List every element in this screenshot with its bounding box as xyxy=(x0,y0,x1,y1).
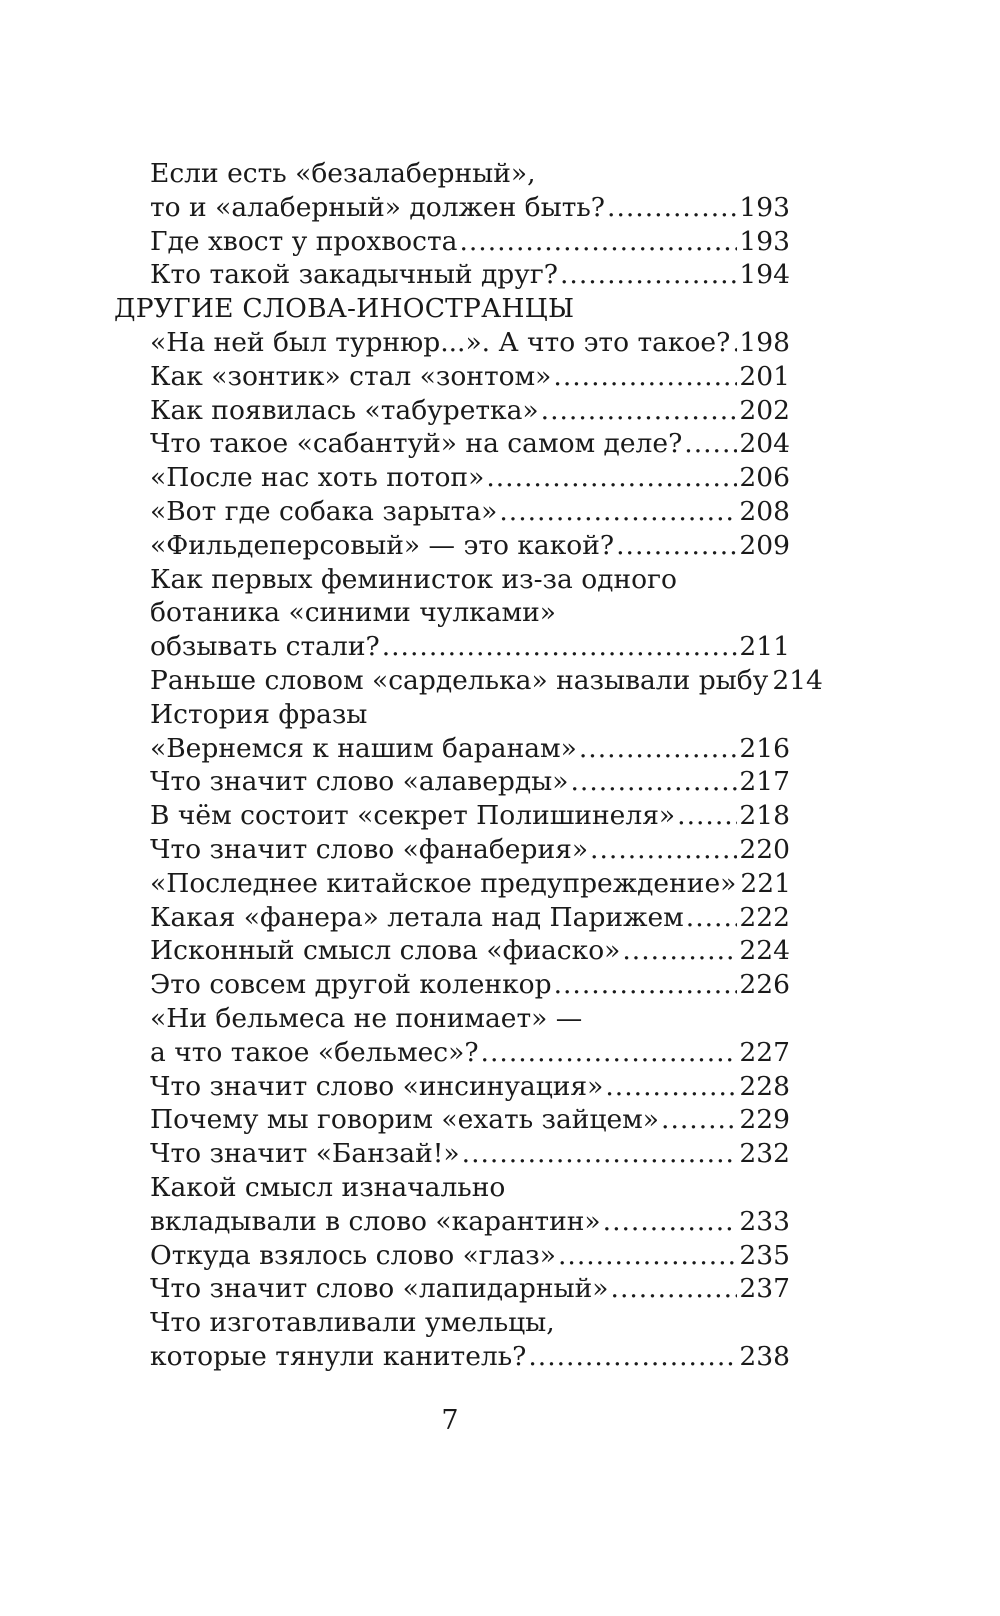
toc-entry-line xyxy=(114,799,790,833)
toc-entry-line xyxy=(114,1272,790,1306)
toc-entry-text: Что значит слово «алаверды» xyxy=(150,766,569,798)
toc-entry-text: Исконный смысл слова «фиаско» xyxy=(150,935,621,967)
toc-page-number: 235 xyxy=(739,1239,790,1271)
toc-entry-line xyxy=(114,326,790,360)
dot-leader xyxy=(611,1272,738,1306)
toc-entry-line xyxy=(114,360,790,394)
toc-page-number: 233 xyxy=(739,1205,790,1237)
toc-page-number: 202 xyxy=(739,394,790,426)
toc-entry-text: то и «алаберный» должен быть? xyxy=(150,191,606,223)
toc-page-number: 221 xyxy=(740,867,791,899)
dot-leader xyxy=(459,225,737,259)
dot-leader xyxy=(541,394,738,428)
toc-entry-text: Если есть «безалаберный», xyxy=(150,158,536,189)
toc-entry-text: Какой смысл изначально xyxy=(150,1171,506,1203)
toc-page-number: 193 xyxy=(739,191,790,223)
dot-leader xyxy=(607,191,737,225)
toc-entry-line xyxy=(114,258,790,292)
toc-entry-text: «На ней был турнюр...». А что это такое? xyxy=(150,326,731,358)
toc-entry-text: которые тянули канитель? xyxy=(150,1340,527,1372)
toc-page-number: 238 xyxy=(739,1340,790,1372)
dot-leader xyxy=(499,495,737,529)
toc-entry-text: Откуда взялось слово «глаз» xyxy=(150,1239,556,1271)
toc-entry-text: Что значит «Банзай!» xyxy=(150,1138,460,1170)
toc-entry-text: обзывать стали? xyxy=(150,631,380,663)
toc-entry-line xyxy=(114,596,790,630)
dot-leader xyxy=(661,1103,737,1137)
toc-page-number: 232 xyxy=(739,1138,790,1170)
toc-entry-line xyxy=(114,1137,790,1171)
toc-entry-line xyxy=(114,1205,790,1239)
toc-entry-line xyxy=(114,833,790,867)
toc-page-number: 222 xyxy=(739,901,790,933)
toc-page-number: 194 xyxy=(739,259,790,291)
toc-entry-text: В чём состоит «секрет Полишинеля» xyxy=(150,800,676,832)
dot-leader xyxy=(616,529,737,563)
dot-leader xyxy=(579,732,738,766)
toc-page-number: 216 xyxy=(739,732,790,764)
toc-page-number: 208 xyxy=(739,495,790,527)
toc-entry-line xyxy=(114,495,790,529)
dot-leader xyxy=(590,833,737,867)
toc-entry-line xyxy=(114,1171,790,1205)
toc-entry-line xyxy=(114,1239,790,1273)
toc-page-number: 214 xyxy=(772,664,823,696)
toc-entry-line xyxy=(114,563,790,597)
toc-entry-line xyxy=(114,968,790,1002)
dot-leader xyxy=(622,934,737,968)
dot-leader xyxy=(528,1340,737,1374)
dot-leader xyxy=(684,427,737,461)
toc-section-heading xyxy=(114,292,790,326)
toc-entry-line xyxy=(114,394,790,428)
dot-leader xyxy=(462,1137,738,1171)
toc-entry-line xyxy=(114,157,790,191)
toc-page-number: 201 xyxy=(739,360,790,392)
toc-entry-text: Как появилась «табуретка» xyxy=(150,394,539,426)
toc-entry-text: ДРУГИЕ СЛОВА-ИНОСТРАНЦЫ xyxy=(114,293,575,325)
toc-entry-text: Раньше словом «сарделька» называли рыбу xyxy=(150,664,769,696)
dot-leader xyxy=(558,1239,737,1273)
toc-page-number: 220 xyxy=(739,833,790,865)
toc-page-number: 218 xyxy=(739,800,790,832)
toc-page-number: 198 xyxy=(739,326,790,358)
toc-entry-text: Что такое «сабантуй» на самом деле? xyxy=(150,428,683,460)
toc-entry-text: Как первых феминисток из-за одного xyxy=(150,563,677,595)
toc-entry-text: «Последнее китайское предупреждение» xyxy=(150,867,737,899)
dot-leader xyxy=(605,1070,737,1104)
toc-entry-text: «Фильдеперсовый» — это какой? xyxy=(150,529,615,561)
page-number: 7 xyxy=(441,1405,459,1436)
toc-page-number: 226 xyxy=(739,969,790,1001)
toc-entry-line xyxy=(114,1070,790,1104)
table-of-contents xyxy=(114,157,823,1374)
toc-entry-text: Что значит слово «инсинуация» xyxy=(150,1070,604,1102)
dot-leader xyxy=(486,461,737,495)
toc-entry-text: Что значит слово «лапидарный» xyxy=(150,1273,609,1305)
toc-entry-line xyxy=(114,630,790,664)
toc-entry-line xyxy=(114,1002,790,1036)
toc-entry-text: Это совсем другой коленкор xyxy=(150,969,552,1001)
toc-entry-line xyxy=(114,698,790,732)
toc-entry-line xyxy=(114,1036,790,1070)
dot-leader xyxy=(677,799,737,833)
toc-page-number: 209 xyxy=(739,529,790,561)
toc-entry-line xyxy=(114,1340,790,1374)
toc-entry-line xyxy=(114,225,790,259)
toc-page-number: 224 xyxy=(739,935,790,967)
toc-page-number: 237 xyxy=(739,1273,790,1305)
toc-entry-text: История фразы xyxy=(150,698,368,730)
toc-entry-text: Почему мы говорим «ехать зайцем» xyxy=(150,1104,660,1136)
dot-leader xyxy=(553,360,737,394)
toc-entry-text: «После нас хоть потоп» xyxy=(150,462,485,494)
toc-entry-text: вкладывали в слово «карантин» xyxy=(150,1205,601,1237)
toc-entry-line xyxy=(114,1306,790,1340)
toc-page-number: 227 xyxy=(739,1036,790,1068)
dot-leader xyxy=(732,326,737,360)
toc-entry-line xyxy=(114,765,790,799)
toc-page-number: 204 xyxy=(739,428,790,460)
toc-entry-line xyxy=(114,461,790,495)
toc-entry-text: Кто такой закадычный друг? xyxy=(150,259,558,291)
toc-entry-line xyxy=(114,934,790,968)
toc-entry-text: ботаника «синими чулками» xyxy=(150,597,557,629)
dot-leader xyxy=(554,968,738,1002)
toc-entry-text: Что изготавливали умельцы, xyxy=(150,1307,555,1339)
toc-entry-text: Как «зонтик» стал «зонтом» xyxy=(150,360,552,392)
toc-entry-line xyxy=(114,732,790,766)
dot-leader xyxy=(481,1036,738,1070)
toc-entry-text: «Ни бельмеса не понимает» — xyxy=(150,1002,583,1034)
toc-entry-line xyxy=(114,901,790,935)
dot-leader xyxy=(686,901,738,935)
toc-entry-text: «Вернемся к нашим баранам» xyxy=(150,732,577,764)
toc-entry-text: Какая «фанера» летала над Парижем xyxy=(150,901,684,933)
toc-entry-text: Где хвост у прохвоста xyxy=(150,225,458,257)
toc-entry-text: а что такое «бельмес»? xyxy=(150,1036,479,1068)
toc-entry-line xyxy=(114,529,790,563)
toc-entry-line xyxy=(114,427,790,461)
dot-leader xyxy=(570,765,737,799)
toc-entry-line xyxy=(114,191,790,225)
toc-entry-text: Что значит слово «фанаберия» xyxy=(150,833,589,865)
dot-leader xyxy=(382,630,738,664)
toc-entry-line xyxy=(114,867,790,901)
toc-entry-line xyxy=(114,664,823,698)
toc-entry-line xyxy=(114,1103,790,1137)
toc-page-number: 217 xyxy=(739,766,790,798)
toc-entry-text: «Вот где собака зарыта» xyxy=(150,495,498,527)
toc-page-number: 229 xyxy=(739,1104,790,1136)
toc-page-number: 193 xyxy=(739,225,790,257)
toc-page-number: 228 xyxy=(739,1070,790,1102)
dot-leader xyxy=(603,1205,738,1239)
dot-leader xyxy=(560,258,737,292)
toc-page-number: 211 xyxy=(739,631,790,663)
toc-page-number: 206 xyxy=(739,462,790,494)
